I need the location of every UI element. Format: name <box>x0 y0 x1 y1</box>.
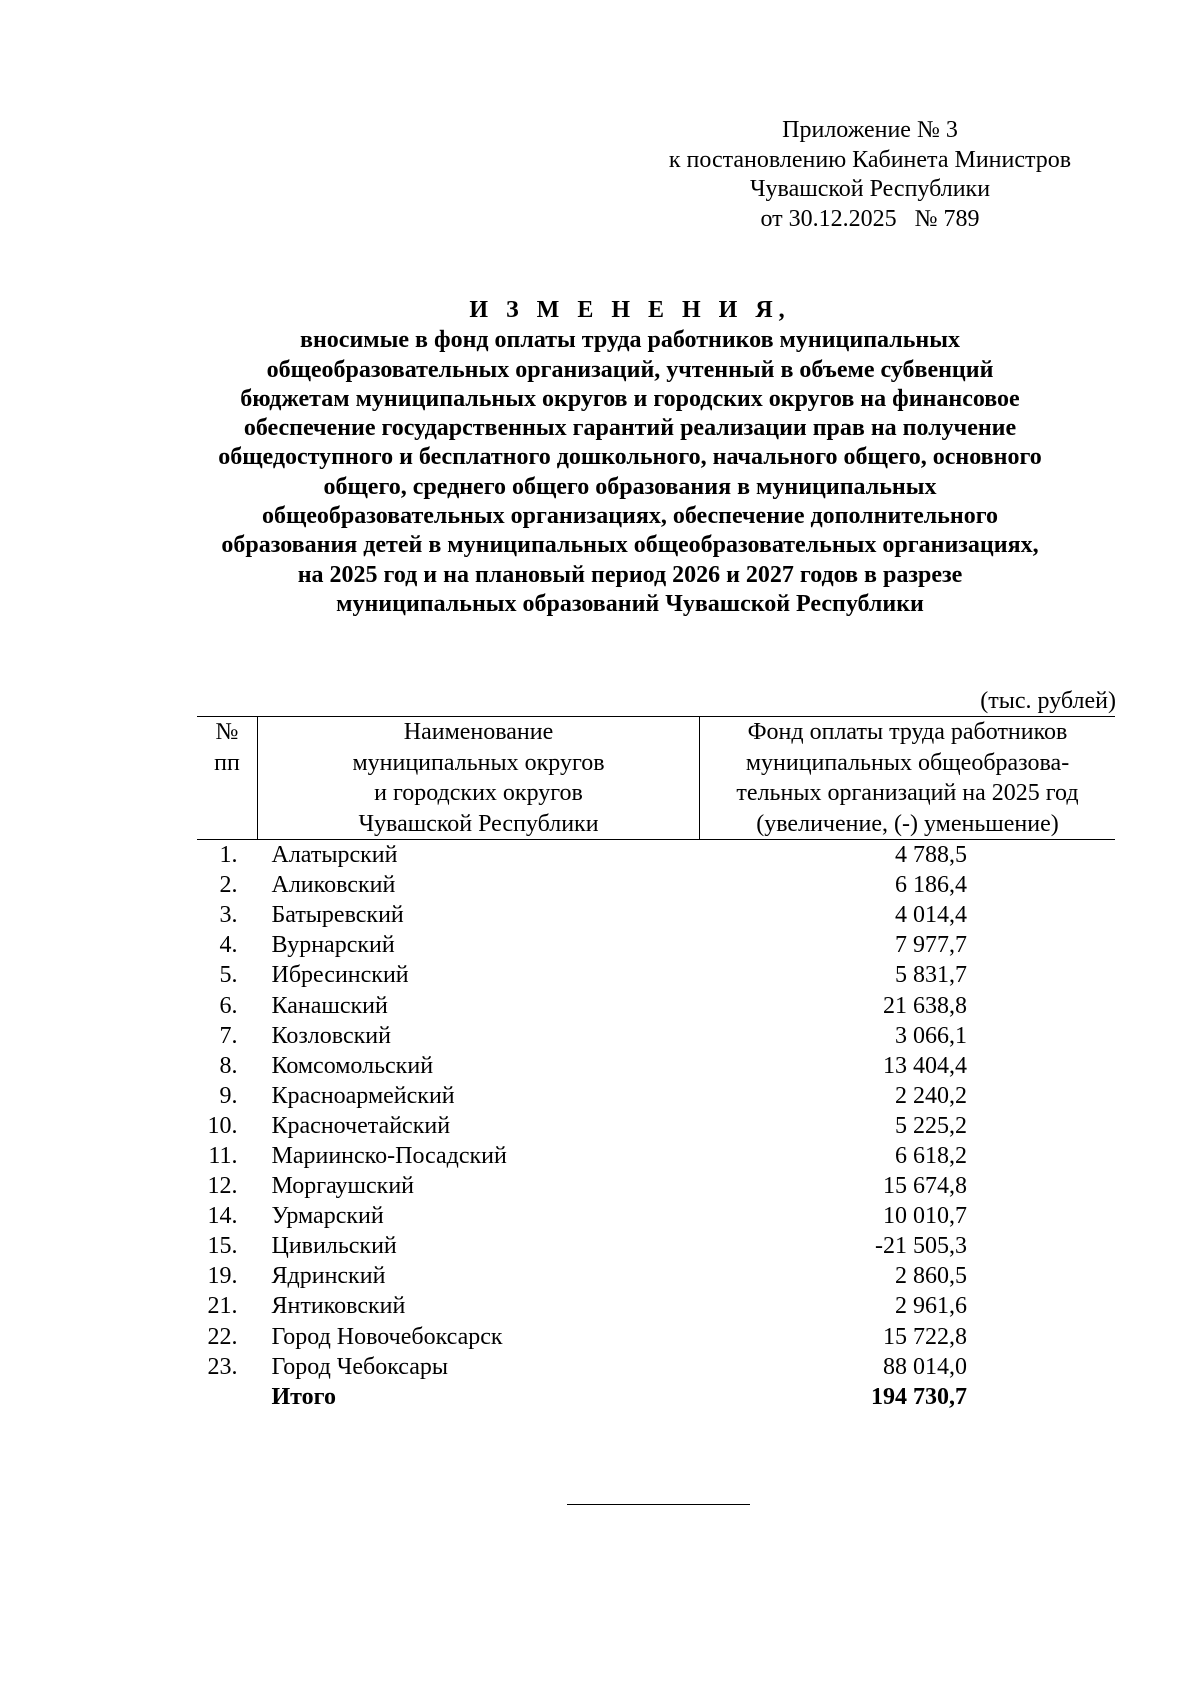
table-header-row <box>197 717 1115 840</box>
row-value: 4 788,5 <box>895 842 967 869</box>
row-number: 9. <box>219 1082 238 1109</box>
row-name: Янтиковский <box>271 1293 406 1320</box>
title-line: бюджетам муниципальных округов и городских округов на финансовое <box>240 385 1020 412</box>
table-row <box>197 1231 1115 1261</box>
row-number: 15. <box>207 1233 238 1260</box>
row-name: Мариинско-Посадский <box>271 1142 507 1169</box>
row-number: 6. <box>219 992 238 1019</box>
row-name: Ядринский <box>271 1263 386 1290</box>
table-row <box>197 960 1115 990</box>
row-name: Канашский <box>271 992 388 1019</box>
table-total-row <box>197 1382 1115 1412</box>
row-name: Город Новочебоксарск <box>271 1323 503 1350</box>
row-value: -21 505,3 <box>875 1233 967 1260</box>
appendix-reference <box>650 116 1090 234</box>
row-number: 19. <box>207 1263 238 1290</box>
row-name: Аликовский <box>271 872 396 899</box>
row-number: 14. <box>207 1203 238 1230</box>
table-row <box>197 900 1115 930</box>
row-number: 1. <box>219 842 238 869</box>
table-row <box>197 1322 1115 1352</box>
table-row <box>197 1291 1115 1321</box>
total-label: Итого <box>271 1383 336 1410</box>
title-line: образования детей в муниципальных общеобразовательных организациях, <box>221 532 1039 559</box>
appendix-republic: Чувашской Республики <box>749 176 991 202</box>
row-name: Моргаушский <box>271 1173 414 1200</box>
table-row <box>197 1081 1115 1111</box>
row-number: 11. <box>208 1142 238 1169</box>
row-value: 2 240,2 <box>895 1082 967 1109</box>
table-row <box>197 1051 1115 1081</box>
table-row <box>197 1021 1115 1051</box>
table-row <box>197 1201 1115 1231</box>
title-line: общедоступного и бесплатного дошкольного, начального общего, основного <box>218 444 1042 471</box>
row-value: 7 977,7 <box>895 932 967 959</box>
row-value: 6 618,2 <box>895 1142 967 1169</box>
row-value: 2 860,5 <box>895 1263 967 1290</box>
row-number: 3. <box>219 902 238 929</box>
row-number: 10. <box>207 1112 238 1139</box>
row-number: 7. <box>219 1022 238 1049</box>
row-name: Цивильский <box>271 1233 397 1260</box>
row-number: 21. <box>207 1293 238 1320</box>
row-value: 21 638,8 <box>883 992 967 1019</box>
title-heading: И З М Е Н Е Н И Я, <box>469 297 791 323</box>
title-line: обеспечение государственных гарантий реализации прав на получение <box>243 415 1017 442</box>
title-line: общеобразовательных организаций, учтенный в объеме субвенций <box>266 356 994 383</box>
title-line: общего, среднего общего образования в муниципальных <box>323 473 937 500</box>
title-subtitle <box>160 326 1100 619</box>
closing-separator <box>567 1504 750 1505</box>
header-value: Фонд оплаты труда работников муниципальных общеобразова- тельных организаций на 2025 год (увеличение, (-) уменьшение) <box>700 717 1116 840</box>
row-number: 23. <box>207 1353 238 1380</box>
row-value: 88 014,0 <box>883 1353 967 1380</box>
table-row <box>197 1352 1115 1382</box>
row-name: Красночетайский <box>271 1112 451 1139</box>
row-number: 2. <box>219 872 238 899</box>
row-name: Козловский <box>271 1022 391 1049</box>
header-name: Наименование муниципальных округов и городских округов Чувашской Республики <box>258 717 700 840</box>
table-row <box>197 990 1115 1020</box>
row-name: Красноармейский <box>271 1082 455 1109</box>
row-value: 15 722,8 <box>883 1323 967 1350</box>
row-value: 6 186,4 <box>895 872 967 899</box>
total-value: 194 730,7 <box>871 1383 967 1410</box>
appendix-number: Приложение № 3 <box>782 117 958 143</box>
document-title <box>160 296 1100 619</box>
row-name: Урмарский <box>271 1203 384 1230</box>
table-row <box>197 840 1115 871</box>
row-value: 5 831,7 <box>895 962 967 989</box>
header-number: № пп <box>197 717 258 840</box>
row-number: 8. <box>219 1052 238 1079</box>
title-line: вносимые в фонд оплаты труда работников муниципальных <box>300 327 960 354</box>
row-value: 2 961,6 <box>895 1293 967 1320</box>
title-line: муниципальных образований Чувашской Республики <box>336 590 924 617</box>
title-line: общеобразовательных организациях, обеспечение дополнительного <box>261 503 999 530</box>
row-number: 22. <box>207 1323 238 1350</box>
row-number: 12. <box>207 1173 238 1200</box>
row-value: 10 010,7 <box>883 1203 967 1230</box>
table-row <box>197 1171 1115 1201</box>
row-value: 4 014,4 <box>895 902 967 929</box>
table-row <box>197 870 1115 900</box>
row-value: 13 404,4 <box>883 1052 967 1079</box>
table-row <box>197 1111 1115 1141</box>
row-value: 3 066,1 <box>895 1022 967 1049</box>
row-name: Вурнарский <box>271 932 395 959</box>
table-row <box>197 930 1115 960</box>
row-name: Ибресинский <box>271 962 409 989</box>
row-name: Алатырский <box>271 842 398 869</box>
appendix-decree: к постановлению Кабинета Министров <box>668 146 1072 173</box>
title-line: на 2025 год и на плановый период 2026 и 2027 годов в разрезе <box>297 561 963 588</box>
row-name: Батыревский <box>271 902 404 929</box>
row-name: Комсомольский <box>271 1052 434 1079</box>
row-number: 4. <box>219 932 238 959</box>
data-table <box>197 716 1115 1412</box>
row-value: 5 225,2 <box>895 1112 967 1139</box>
row-number: 5. <box>219 962 238 989</box>
unit-label: (тыс. рублей) <box>980 688 1116 714</box>
row-name: Город Чебоксары <box>271 1353 449 1380</box>
row-value: 15 674,8 <box>883 1173 967 1200</box>
table-row <box>197 1141 1115 1171</box>
table-row <box>197 1261 1115 1291</box>
appendix-date: от 30.12.2025 № 789 <box>760 205 980 232</box>
